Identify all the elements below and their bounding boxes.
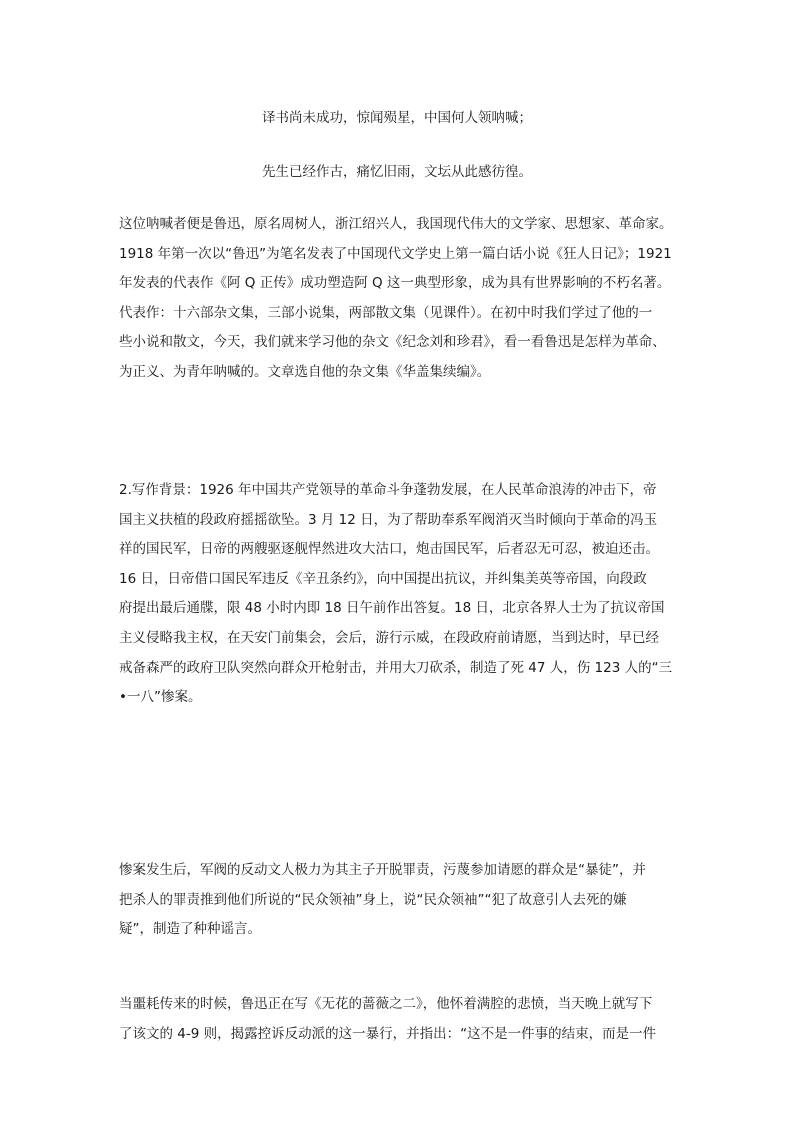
text-line: 府提出最后通牒，限 48 小时内即 18 日午前作出答复。18 日，北京各界人士为了抗议帝国	[119, 600, 665, 617]
text-line: 主义侵略我主权，在天安门前集会，会后，游行示威，在段政府前请愿，当到达时，早已经	[119, 629, 659, 646]
text-line: 2.写作背景：1926 年中国共产党领导的革命斗争蓬勃发展，在人民革命浪涛的冲击下，帝	[119, 482, 657, 498]
paragraph-luxun-response	[119, 990, 679, 1049]
paragraph-author-intro	[119, 210, 679, 388]
text-line: 惨案发生后，军阀的反动文人极力为其主子开脱罪责，污蔑参加请愿的群众是“暴徒”，并	[119, 862, 646, 878]
couplet-line-2: 先生已经作古，痛忆旧雨，文坛从此感彷徨。	[262, 164, 532, 180]
couplet-line-1: 译书尚未成功，惊闻殒星，中国何人领呐喊；	[262, 110, 532, 126]
text-line: 1918 年第一次以“鲁迅”为笔名发表了中国现代文学史上第一篇白话小说《狂人日记》；1921	[119, 245, 672, 262]
paragraph-background	[119, 476, 679, 713]
text-line: 当噩耗传来的时候，鲁迅正在写《无花的蔷薇之二》，他怀着满腔的悲愤，当天晚上就写下	[119, 996, 653, 1012]
text-line: 把杀人的罪责推到他们所说的“民众领袖”身上，说“民众领袖”“犯了故意引人去死的嫌	[119, 891, 627, 908]
text-line: •一八”惨案。	[119, 689, 202, 706]
text-line: 国主义扶植的段政府摇摇欲坠。3 月 12 日，为了帮助奉系军阀消灭当时倾向于革命的冯玉	[119, 511, 658, 528]
text-line: 16 日，日帝借口国民军违反《辛丑条约》，向中国提出抗议，并纠集美英等帝国，向段政	[119, 570, 647, 587]
text-line: 这位呐喊者便是鲁迅，原名周树人，浙江绍兴人，我国现代伟大的文学家、思想家、革命家。	[119, 216, 673, 232]
text-line: 为正义、为青年呐喊的。文章选自他的杂文集《华盖集续编》。	[119, 363, 491, 380]
text-line: 疑”，制造了种种谣言。	[119, 921, 261, 938]
text-line: 了该文的 4-9 则，揭露控诉反动派的这一暴行，并指出：“这不是一件事的结束，而是一件	[119, 1025, 657, 1042]
text-line: 祥的国民军，日帝的两艘驱逐舰悍然进攻大沽口，炮击国民军，后者忍无可忍，被迫还击。	[119, 541, 659, 558]
text-line: 代表作：十六部杂文集，三部小说集，两部散文集（见课件）。在初中时我们学过了他的一	[119, 304, 653, 321]
text-line: 年发表的代表作《阿 Q 正传》成功塑造阿 Q 这一典型形象，成为具有世界影响的不朽名著。	[119, 275, 671, 292]
paragraph-aftermath	[119, 856, 679, 945]
text-line: 些小说和散文，今天，我们就来学习他的杂文《纪念刘和珍君》，看一看鲁迅是怎样为革命、	[119, 334, 666, 351]
text-line: 戒备森严的政府卫队突然向群众开枪射击，并用大刀砍杀，制造了死 47 人，伤 123 人的“三	[119, 659, 673, 676]
